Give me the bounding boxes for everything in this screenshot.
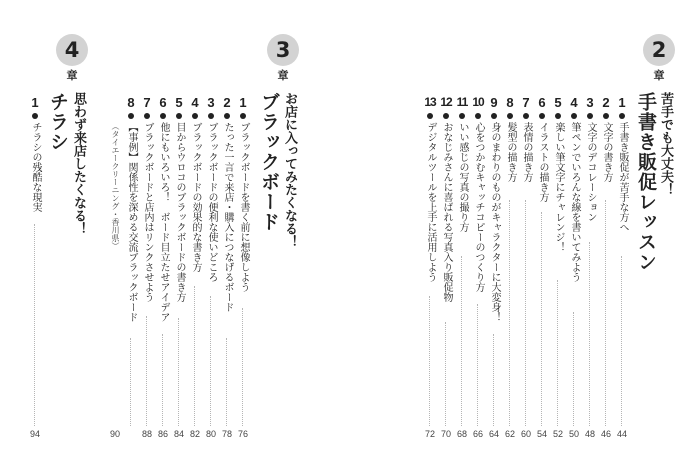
dotted-leader — [130, 338, 131, 426]
entry-title: おなじみさんに喜ばれる写真入り販促物 — [441, 122, 452, 302]
dotted-leader — [178, 318, 179, 426]
dotted-leader — [557, 280, 558, 426]
entry-title: チラシの残酷な現実 — [30, 122, 41, 212]
chapter-4-title: チラシ — [47, 92, 69, 152]
entry-title: 身のまわりのものがキャラクターに大変身！ — [489, 122, 500, 322]
page-number: 66 — [472, 429, 483, 439]
toc-entry-3-4[interactable] — [189, 96, 201, 436]
bullet-dot-icon — [475, 113, 481, 119]
entry-title: イラストの描き方 — [537, 122, 548, 202]
bullet-dot-icon — [491, 113, 497, 119]
entry-number: 11 — [456, 95, 468, 109]
entry-number: 4 — [191, 95, 199, 110]
entry-number: 1 — [618, 95, 626, 110]
chapter-3-number: 3 — [275, 38, 291, 62]
entry-number: 6 — [538, 95, 546, 110]
entry-number: 2 — [223, 95, 231, 110]
entry-title: 文字のデコレーション — [585, 122, 596, 222]
dotted-leader — [34, 224, 35, 426]
page-number: 80 — [205, 429, 216, 439]
bullet-dot-icon — [587, 113, 593, 119]
toc-entry-2-11[interactable] — [456, 96, 468, 436]
toc-entry-3-2[interactable] — [221, 96, 233, 436]
entry-number: 9 — [490, 95, 498, 110]
bullet-dot-icon — [507, 113, 513, 119]
bullet-dot-icon — [144, 113, 150, 119]
dotted-leader — [445, 322, 446, 426]
page-number: 86 — [157, 429, 168, 439]
toc-entry-3-7[interactable] — [141, 96, 153, 436]
bullet-dot-icon — [619, 113, 625, 119]
entry-number: 7 — [143, 95, 151, 110]
entry-number: 1 — [239, 95, 247, 110]
entry-number: 13 — [424, 95, 436, 109]
entry-number: 3 — [586, 95, 594, 110]
toc-entry-2-2[interactable] — [600, 96, 612, 436]
toc-entry-2-1[interactable] — [616, 96, 628, 436]
page-number: 52 — [552, 429, 563, 439]
entry-title: いい感じの写真の撮り方 — [457, 122, 468, 232]
entry-number: 12 — [440, 95, 452, 109]
entry-number: 8 — [506, 95, 514, 110]
page-number: 90 — [109, 429, 120, 439]
toc-entry-3-1[interactable] — [237, 96, 249, 436]
entry-title: 手書き販促が苦手な方へ — [617, 122, 628, 232]
chapter-2-number: 2 — [651, 38, 667, 62]
toc-entry-2-4[interactable] — [568, 96, 580, 436]
toc-entry-3-6[interactable] — [157, 96, 169, 436]
toc-entry-2-12[interactable] — [440, 96, 452, 436]
dotted-leader — [194, 286, 195, 426]
entry-title: 心をつかむキャッチコピーのつくり方 — [473, 122, 484, 292]
dotted-leader — [477, 304, 478, 426]
entry-number: 6 — [159, 95, 167, 110]
toc-entry-3-8[interactable] — [125, 96, 137, 436]
dotted-leader — [429, 296, 430, 426]
page-number: 54 — [536, 429, 547, 439]
chapter-2-subtitle: 苦手でも大丈夫！ — [658, 92, 673, 196]
entry-title: たった一言で来店・購入につなげるボード — [222, 122, 233, 312]
page-number: 94 — [29, 429, 40, 439]
toc-entry-2-13[interactable] — [424, 96, 436, 436]
toc-entry-2-5[interactable] — [552, 96, 564, 436]
dotted-leader — [162, 334, 163, 426]
dotted-leader — [210, 296, 211, 426]
entry-title: 目からウロコのブラックボードの書き方 — [174, 122, 185, 302]
page-number: 62 — [504, 429, 515, 439]
bullet-dot-icon — [160, 113, 166, 119]
entry-number: 1 — [31, 95, 39, 110]
dotted-leader — [146, 316, 147, 426]
bullet-dot-icon — [240, 113, 246, 119]
chapter-2-title: 手書き販促レッスン — [635, 92, 657, 272]
entry-number: 5 — [554, 95, 562, 110]
bullet-dot-icon — [571, 113, 577, 119]
entry-title: 楽しい筆文字にチャレンジ！ — [553, 122, 564, 252]
dotted-leader — [226, 338, 227, 426]
dotted-leader — [525, 200, 526, 426]
chapter-4-subtitle: 思わず来店したくなる！ — [71, 92, 86, 235]
entry-title: 文字の書き方 — [601, 122, 612, 182]
page-number: 76 — [237, 429, 248, 439]
bullet-dot-icon — [603, 113, 609, 119]
chapter-4-label: 章 — [66, 69, 78, 82]
toc-entry-2-8[interactable] — [504, 96, 516, 436]
entry-title: ブラックボードを書く前に想像しよう — [238, 122, 249, 292]
bullet-dot-icon — [539, 113, 545, 119]
entry-title: 【事例】関係性を深める交流ブラックボード — [126, 122, 137, 322]
entry-subtitle: （タイエークリーニング・香川県） — [111, 122, 120, 250]
bullet-dot-icon — [176, 113, 182, 119]
dotted-leader — [242, 308, 243, 426]
chapter-4-number: 4 — [64, 38, 80, 62]
bullet-dot-icon — [459, 113, 465, 119]
bullet-dot-icon — [523, 113, 529, 119]
entry-title: ブラックボードの便利な使いどころ — [206, 122, 217, 282]
entry-title: 表情の描き方 — [521, 122, 532, 182]
entry-title: ブラックボードの効果的な書き方 — [190, 122, 201, 272]
page-number: 50 — [568, 429, 579, 439]
bullet-dot-icon — [555, 113, 561, 119]
entry-title: 筆ペンでいろんな線を書いてみよう — [569, 122, 580, 282]
bullet-dot-icon — [224, 113, 230, 119]
toc-entry-2-10[interactable] — [472, 96, 484, 436]
page-number: 84 — [173, 429, 184, 439]
toc-entry-4-1[interactable] — [29, 96, 41, 436]
dotted-leader — [621, 256, 622, 426]
page-number: 82 — [189, 429, 200, 439]
toc-entry-2-7[interactable] — [520, 96, 532, 436]
entry-number: 4 — [570, 95, 578, 110]
bullet-dot-icon — [128, 113, 134, 119]
page-number: 48 — [584, 429, 595, 439]
dotted-leader — [541, 212, 542, 426]
chapter-3-subtitle: お店に入ってみたくなる！ — [282, 92, 297, 248]
page-number: 60 — [520, 429, 531, 439]
entry-number: 7 — [522, 95, 530, 110]
bullet-dot-icon — [192, 113, 198, 119]
entry-number: 8 — [127, 95, 135, 110]
page-number: 64 — [488, 429, 499, 439]
right-page — [350, 0, 700, 466]
entry-title: 他にもいろいろ！ ボード目立たせアイデア — [158, 122, 169, 322]
page-number: 46 — [600, 429, 611, 439]
toc-entry-2-9[interactable] — [488, 96, 500, 436]
toc-entry-3-5[interactable] — [173, 96, 185, 436]
dotted-leader — [509, 200, 510, 426]
page-number: 70 — [440, 429, 451, 439]
bullet-dot-icon — [443, 113, 449, 119]
dotted-leader — [461, 256, 462, 426]
page-number: 72 — [424, 429, 435, 439]
entry-number: 2 — [602, 95, 610, 110]
dotted-leader — [605, 200, 606, 426]
bullet-dot-icon — [208, 113, 214, 119]
chapter-3-label: 章 — [277, 69, 289, 82]
entry-number: 5 — [175, 95, 183, 110]
dotted-leader — [573, 312, 574, 426]
entry-number: 3 — [207, 95, 215, 110]
entry-number: 10 — [472, 95, 484, 109]
page-number: 88 — [141, 429, 152, 439]
toc-entry-2-3[interactable] — [584, 96, 596, 436]
dotted-leader — [493, 334, 494, 426]
toc-entry-2-6[interactable] — [536, 96, 548, 436]
entry-title: ブラックボードと店内はリンクさせよう — [142, 122, 153, 302]
page-number: 78 — [221, 429, 232, 439]
entry-title: 髪型の描き方 — [505, 122, 516, 182]
dotted-leader — [589, 242, 590, 426]
page-number: 68 — [456, 429, 467, 439]
bullet-dot-icon — [32, 113, 38, 119]
chapter-2-label: 章 — [653, 69, 665, 82]
chapter-3-title: ブラックボード — [258, 92, 280, 232]
page-number: 44 — [616, 429, 627, 439]
entry-title: デジタルツールを上手に活用しよう — [425, 122, 436, 282]
bullet-dot-icon — [427, 113, 433, 119]
toc-entry-3-3[interactable] — [205, 96, 217, 436]
